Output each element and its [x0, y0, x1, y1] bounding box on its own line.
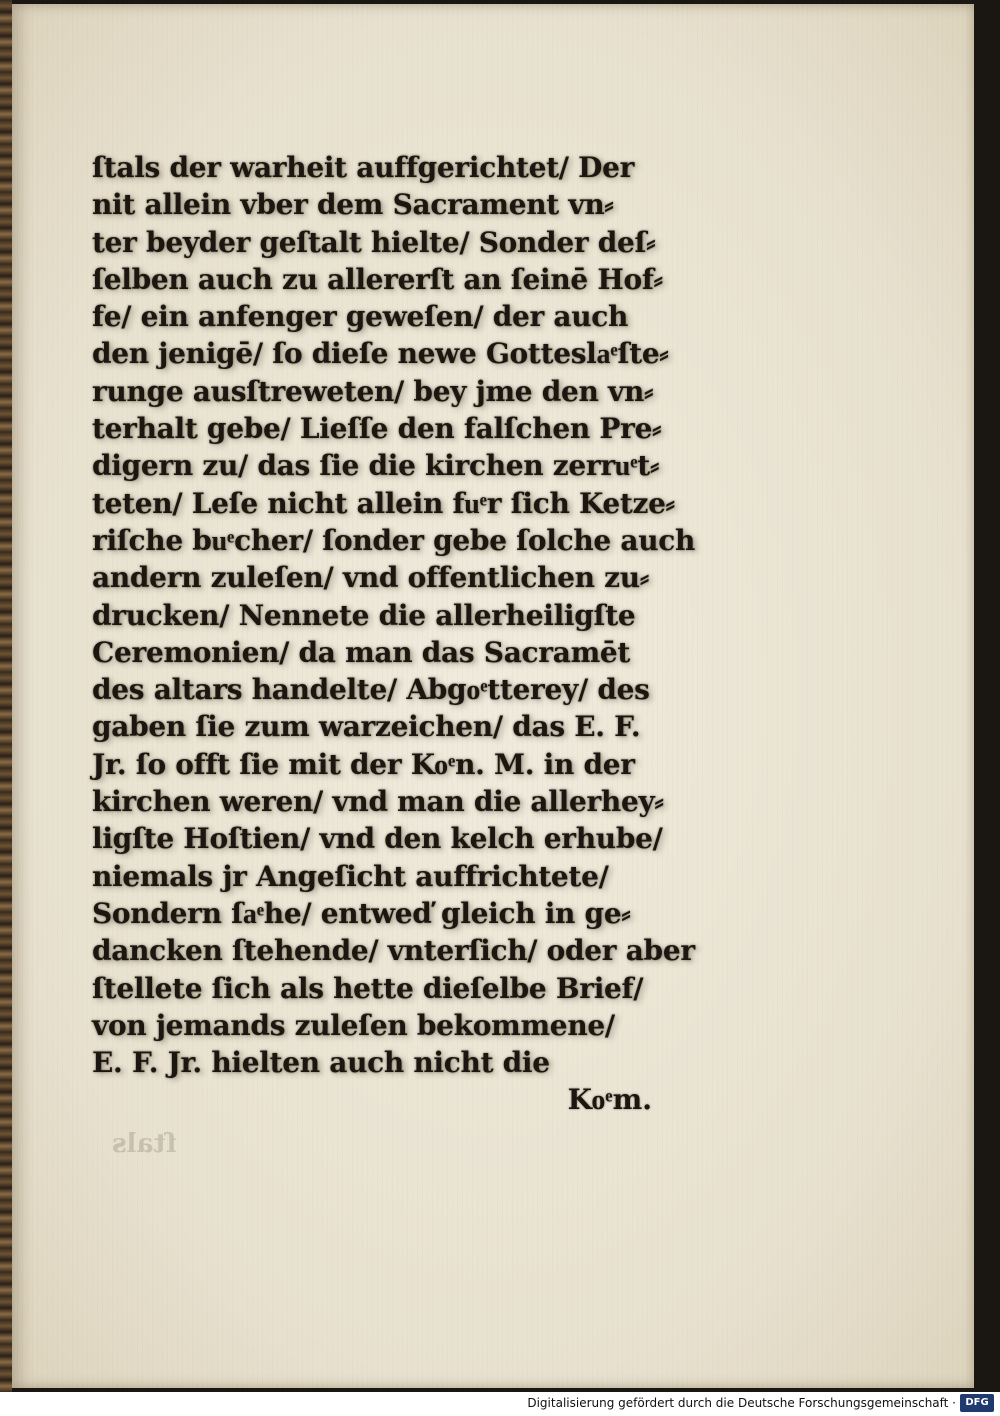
text-line: nit allein vber dem Sacrament vn⸗: [92, 188, 614, 222]
text-line: digern zu/ das ſie die kirchen zerruͤt⸗: [92, 449, 659, 483]
text-line: ter beyder geſtalt hielte/ Sonder deſ⸗: [92, 225, 656, 259]
paper-page: [12, 4, 974, 1388]
text-line: drucken/ Nennete die allerheiligſte: [92, 598, 636, 632]
text-line: Jr. ſo offt ſie mit der Koͤn. M. in der: [92, 747, 635, 781]
text-line: Ceremonien/ da man das Sacramēt: [92, 635, 631, 669]
text-line: ſtals der warheit auffgerichtet/ Der: [92, 151, 635, 184]
catchword: Koͤm.: [567, 1083, 652, 1117]
text-line: ſtellete ſich als hette dieſelbe Brief/: [92, 971, 644, 1005]
dfg-logo-icon: DFG: [960, 1394, 994, 1412]
show-through-text: ſtals: [112, 1129, 177, 1159]
text-line: des altars handelte/ Abgoͤtterey/ des: [92, 673, 650, 707]
text-line: den jenigē/ ſo dieſe newe Gotteslaͤſte⸗: [92, 337, 669, 371]
text-line: Sondern ſaͤhe/ entweď gleich in ge⸗: [92, 896, 631, 930]
text-line: teten/ Leſe nicht allein fuͤr ſich Ketze⸗: [92, 486, 675, 520]
text-line: E. F. Jr. hielten auch nicht die: [92, 1046, 550, 1080]
funding-credit: Digitalisierung gefördert durch die Deutsche Forschungsgemeinschaft ·: [527, 1396, 956, 1410]
text-line: fe/ ein anfenger geweſen/ der auch: [92, 300, 629, 334]
text-line: ſelben auch zu allererſt an ſeinē Hof⸗: [92, 262, 663, 296]
text-line: runge ausſtreweten/ bey jme den vn⸗: [92, 374, 654, 408]
text-line: andern zuleſen/ vnd offentlichen zu⸗: [92, 561, 649, 595]
text-line: kirchen weren/ vnd man die allerhey⸗: [92, 785, 664, 819]
main-text-block: [92, 149, 696, 1118]
text-line: terhalt gebe/ Lieſſe den falſchen Pre⸗: [92, 412, 662, 446]
text-line: von jemands zuleſen bekommene/: [92, 1008, 615, 1042]
text-line: riſche buͤcher/ ſonder gebe ſolche auch: [92, 523, 696, 557]
text-line: dancken ſtehende/ vnterſich/ oder aber: [92, 934, 695, 968]
footer-bar: [0, 1392, 1000, 1416]
text-line: ligſte Hoſtien/ vnd den kelch erhube/: [92, 822, 663, 856]
text-line: niemals jr Angeſicht auffrichtete/: [92, 859, 609, 893]
binding-edge: [0, 0, 12, 1392]
text-line: gaben ſie zum warzeichen/ das E. F.: [92, 710, 641, 744]
